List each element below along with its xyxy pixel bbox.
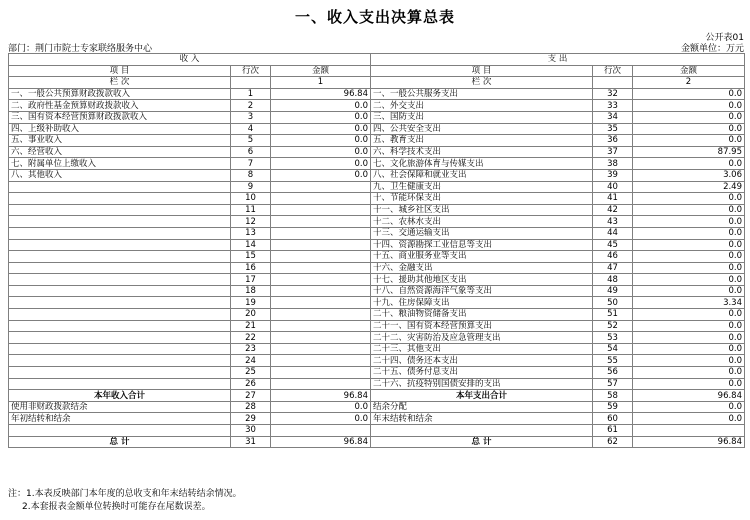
expense-line-cell: 34 <box>593 111 633 123</box>
expense-amount-cell: 3.06 <box>633 169 745 181</box>
expense-line-cell: 46 <box>593 251 633 263</box>
table-row <box>9 193 745 205</box>
expense-item-cell: 二十四、债务还本支出 <box>371 355 593 367</box>
income-line-cell: 31 <box>231 436 271 448</box>
income-line-cell: 29 <box>231 413 271 425</box>
expense-line-cell: 39 <box>593 169 633 181</box>
income-amount-cell <box>271 274 371 286</box>
expense-line-cell: 53 <box>593 332 633 344</box>
expense-line-cell: 54 <box>593 343 633 355</box>
income-item-cell <box>9 309 231 321</box>
expense-amount-cell: 0.0 <box>633 158 745 170</box>
table-row <box>9 274 745 286</box>
expense-item-cell: 十一、城乡社区支出 <box>371 204 593 216</box>
table-row <box>9 285 745 297</box>
income-line-cell: 30 <box>231 425 271 437</box>
income-column-number: 1 <box>271 77 371 89</box>
income-line-cell: 7 <box>231 158 271 170</box>
table-row <box>9 262 745 274</box>
income-item-cell <box>9 297 231 309</box>
income-amount-cell <box>271 332 371 344</box>
expense-amount-cell: 87.95 <box>633 146 745 158</box>
income-line-cell: 1 <box>231 88 271 100</box>
table-row <box>9 401 745 413</box>
income-line-cell: 22 <box>231 332 271 344</box>
income-amount-cell: 0.0 <box>271 169 371 181</box>
income-amount-cell <box>271 343 371 355</box>
expense-item-cell: 三、国防支出 <box>371 111 593 123</box>
income-amount-cell <box>271 309 371 321</box>
income-amount-cell: 0.0 <box>271 123 371 135</box>
income-item-cell <box>9 332 231 344</box>
expense-amount-cell: 0.0 <box>633 355 745 367</box>
income-amount-cell <box>271 425 371 437</box>
income-line-cell: 15 <box>231 251 271 263</box>
income-line-cell: 16 <box>231 262 271 274</box>
income-item-cell: 总 计 <box>9 436 231 448</box>
expense-amount-cell: 0.0 <box>633 251 745 263</box>
expense-line-cell: 36 <box>593 135 633 147</box>
expense-line-cell: 60 <box>593 413 633 425</box>
expense-item-cell: 五、教育支出 <box>371 135 593 147</box>
expense-item-cell: 一、一般公共服务支出 <box>371 88 593 100</box>
expense-line-cell: 45 <box>593 239 633 251</box>
income-item-cell <box>9 285 231 297</box>
expense-item-cell: 总 计 <box>371 436 593 448</box>
expense-amount-cell: 0.0 <box>633 309 745 321</box>
table-row <box>9 239 745 251</box>
expense-line-cell: 55 <box>593 355 633 367</box>
table-body <box>9 88 745 447</box>
income-amount-cell <box>271 285 371 297</box>
income-item-cell: 使用非财政拨款结余 <box>9 401 231 413</box>
expense-line-cell: 48 <box>593 274 633 286</box>
income-amount-cell <box>271 204 371 216</box>
expense-line-cell: 51 <box>593 309 633 321</box>
expense-amount-cell: 0.0 <box>633 401 745 413</box>
expense-line-cell: 49 <box>593 285 633 297</box>
income-line-cell: 3 <box>231 111 271 123</box>
expense-amount-cell: 0.0 <box>633 285 745 297</box>
income-amount-cell: 96.84 <box>271 390 371 402</box>
expense-item-cell: 二十三、其他支出 <box>371 343 593 355</box>
income-item-cell <box>9 343 231 355</box>
income-expense-table <box>8 53 745 448</box>
expense-item-cell: 八、社会保障和就业支出 <box>371 169 593 181</box>
income-header: 收 入 <box>9 54 371 66</box>
expense-item-cell: 本年支出合计 <box>371 390 593 402</box>
income-item-cell: 八、其他收入 <box>9 169 231 181</box>
expense-amount-cell: 96.84 <box>633 436 745 448</box>
income-item-cell: 七、附属单位上缴收入 <box>9 158 231 170</box>
income-item-cell <box>9 251 231 263</box>
expense-item-cell <box>371 425 593 437</box>
expense-line-cell: 40 <box>593 181 633 193</box>
expense-header: 支 出 <box>371 54 745 66</box>
expense-item-cell: 年末结转和结余 <box>371 413 593 425</box>
expense-amount-cell: 0.0 <box>633 378 745 390</box>
expense-line-cell: 59 <box>593 401 633 413</box>
table-row <box>9 332 745 344</box>
income-amount-cell: 0.0 <box>271 100 371 112</box>
income-line-cell: 4 <box>231 123 271 135</box>
expense-line-cell: 62 <box>593 436 633 448</box>
table-row <box>9 251 745 263</box>
income-item-cell <box>9 367 231 379</box>
income-line-cell: 25 <box>231 367 271 379</box>
income-amount-cell: 0.0 <box>271 158 371 170</box>
income-line-cell: 18 <box>231 285 271 297</box>
income-item-cell <box>9 262 231 274</box>
expense-item-cell: 六、科学技术支出 <box>371 146 593 158</box>
expense-item-cell: 结余分配 <box>371 401 593 413</box>
expense-amount-cell: 96.84 <box>633 390 745 402</box>
income-line-cell: 24 <box>231 355 271 367</box>
income-item-cell: 年初结转和结余 <box>9 413 231 425</box>
income-line-cell: 2 <box>231 100 271 112</box>
footnotes <box>8 488 242 514</box>
table-row <box>9 181 745 193</box>
expense-item-cell: 二十五、债务付息支出 <box>371 367 593 379</box>
expense-amount-cell: 3.34 <box>633 297 745 309</box>
income-line-cell: 26 <box>231 378 271 390</box>
income-item-cell: 六、经营收入 <box>9 146 231 158</box>
expense-item-cell: 四、公共安全支出 <box>371 123 593 135</box>
expense-item-cell: 二十、粮油物资储备支出 <box>371 309 593 321</box>
expense-amount-cell: 0.0 <box>633 343 745 355</box>
table-row <box>9 158 745 170</box>
expense-amount-cell: 0.0 <box>633 227 745 239</box>
income-amount-cell: 96.84 <box>271 88 371 100</box>
expense-amount-cell: 0.0 <box>633 123 745 135</box>
table-row <box>9 135 745 147</box>
expense-item-header: 项 目 <box>371 65 593 77</box>
income-line-cell: 14 <box>231 239 271 251</box>
income-amount-cell: 0.0 <box>271 401 371 413</box>
income-item-cell <box>9 239 231 251</box>
expense-amount-cell: 0.0 <box>633 332 745 344</box>
expense-amount-cell: 0.0 <box>633 413 745 425</box>
expense-line-cell: 44 <box>593 227 633 239</box>
income-line-header: 行次 <box>231 65 271 77</box>
expense-item-cell: 十六、金融支出 <box>371 262 593 274</box>
income-amount-cell <box>271 367 371 379</box>
expense-amount-cell: 0.0 <box>633 100 745 112</box>
income-item-header: 项 目 <box>9 65 231 77</box>
expense-line-cell: 52 <box>593 320 633 332</box>
table-row <box>9 216 745 228</box>
expense-item-cell: 十五、商业服务业等支出 <box>371 251 593 263</box>
expense-item-cell: 二十二、灾害防治及应急管理支出 <box>371 332 593 344</box>
income-item-cell <box>9 274 231 286</box>
income-line-cell: 6 <box>231 146 271 158</box>
income-item-cell: 二、政府性基金预算财政拨款收入 <box>9 100 231 112</box>
expense-amount-cell: 0.0 <box>633 320 745 332</box>
header-column-index-row <box>9 77 745 89</box>
expense-amount-cell: 0.0 <box>633 111 745 123</box>
footnote-1: 注：1.本表反映部门本年度的总收支和年末结转结余情况。 <box>8 489 242 499</box>
income-amount-cell <box>271 297 371 309</box>
table-row <box>9 436 745 448</box>
table-row <box>9 100 745 112</box>
expense-amount-cell: 2.49 <box>633 181 745 193</box>
table-row <box>9 343 745 355</box>
expense-line-cell: 42 <box>593 204 633 216</box>
footnote-2: 2.本套报表金额单位转换时可能存在尾数误差。 <box>22 502 211 512</box>
income-item-cell <box>9 355 231 367</box>
income-amount-cell <box>271 227 371 239</box>
expense-item-cell: 二十一、国有资本经营预算支出 <box>371 320 593 332</box>
income-amount-cell: 0.0 <box>271 413 371 425</box>
expense-amount-cell: 0.0 <box>633 204 745 216</box>
income-amount-cell <box>271 193 371 205</box>
income-item-cell: 本年收入合计 <box>9 390 231 402</box>
income-line-cell: 10 <box>231 193 271 205</box>
expense-item-cell: 七、文化旅游体育与传媒支出 <box>371 158 593 170</box>
expense-item-cell: 十、节能环保支出 <box>371 193 593 205</box>
amount-unit-label: 金额单位：万元 <box>680 44 744 54</box>
expense-amount-cell: 0.0 <box>633 239 745 251</box>
income-amount-cell: 0.0 <box>271 111 371 123</box>
income-amount-cell: 0.0 <box>271 146 371 158</box>
income-line-cell: 23 <box>231 343 271 355</box>
expense-line-cell: 50 <box>593 297 633 309</box>
expense-column-line-blank <box>593 77 633 89</box>
income-line-cell: 5 <box>231 135 271 147</box>
expense-line-cell: 58 <box>593 390 633 402</box>
income-line-cell: 20 <box>231 309 271 321</box>
expense-line-cell: 43 <box>593 216 633 228</box>
income-line-cell: 28 <box>231 401 271 413</box>
expense-amount-cell: 0.0 <box>633 274 745 286</box>
table-row <box>9 320 745 332</box>
income-item-cell <box>9 227 231 239</box>
table-row <box>9 169 745 181</box>
expense-item-cell: 十四、资源勘探工业信息等支出 <box>371 239 593 251</box>
income-item-cell <box>9 193 231 205</box>
income-item-cell: 四、上级补助收入 <box>9 123 231 135</box>
income-amount-cell <box>271 355 371 367</box>
table-row <box>9 378 745 390</box>
expense-column-number: 2 <box>633 77 745 89</box>
expense-line-header: 行次 <box>593 65 633 77</box>
table-row <box>9 425 745 437</box>
expense-amount-header: 金额 <box>633 65 745 77</box>
expense-item-cell: 二、外交支出 <box>371 100 593 112</box>
income-column-label: 栏 次 <box>9 77 231 89</box>
table-row <box>9 227 745 239</box>
income-line-cell: 21 <box>231 320 271 332</box>
table-row <box>9 297 745 309</box>
expense-item-cell: 十七、援助其他地区支出 <box>371 274 593 286</box>
expense-line-cell: 37 <box>593 146 633 158</box>
expense-item-cell: 十九、住房保障支出 <box>371 297 593 309</box>
expense-amount-cell: 0.0 <box>633 262 745 274</box>
income-line-cell: 13 <box>231 227 271 239</box>
expense-amount-cell: 0.0 <box>633 367 745 379</box>
expense-column-label: 栏 次 <box>371 77 593 89</box>
income-amount-header: 金额 <box>271 65 371 77</box>
expense-item-cell: 十二、农林水支出 <box>371 216 593 228</box>
expense-amount-cell: 0.0 <box>633 216 745 228</box>
income-item-cell <box>9 204 231 216</box>
expense-line-cell: 38 <box>593 158 633 170</box>
expense-line-cell: 41 <box>593 193 633 205</box>
expense-item-cell: 二十六、抗疫特别国债安排的支出 <box>371 378 593 390</box>
table-row <box>9 146 745 158</box>
table-row <box>9 309 745 321</box>
table-row <box>9 111 745 123</box>
income-item-cell <box>9 320 231 332</box>
income-amount-cell <box>271 181 371 193</box>
income-item-cell <box>9 378 231 390</box>
page-title: 一、收入支出决算总表 <box>294 8 455 26</box>
income-amount-cell <box>271 216 371 228</box>
expense-amount-cell <box>633 425 745 437</box>
expense-amount-cell: 0.0 <box>633 193 745 205</box>
income-line-cell: 11 <box>231 204 271 216</box>
expense-line-cell: 33 <box>593 100 633 112</box>
expense-line-cell: 47 <box>593 262 633 274</box>
form-code: 公开表01 <box>705 33 744 43</box>
income-line-cell: 27 <box>231 390 271 402</box>
expense-line-cell: 56 <box>593 367 633 379</box>
header-section-row <box>9 54 745 66</box>
income-amount-cell: 0.0 <box>271 135 371 147</box>
expense-line-cell: 57 <box>593 378 633 390</box>
income-line-cell: 9 <box>231 181 271 193</box>
income-item-cell: 五、事业收入 <box>9 135 231 147</box>
expense-line-cell: 32 <box>593 88 633 100</box>
table-row <box>9 390 745 402</box>
table-row <box>9 413 745 425</box>
income-line-cell: 8 <box>231 169 271 181</box>
table-row <box>9 123 745 135</box>
income-amount-cell: 96.84 <box>271 436 371 448</box>
income-line-cell: 19 <box>231 297 271 309</box>
table-row <box>9 355 745 367</box>
income-amount-cell <box>271 262 371 274</box>
expense-item-cell: 十三、交通运输支出 <box>371 227 593 239</box>
income-column-line-blank <box>231 77 271 89</box>
income-amount-cell <box>271 378 371 390</box>
income-line-cell: 17 <box>231 274 271 286</box>
income-amount-cell <box>271 239 371 251</box>
income-item-cell: 一、一般公共预算财政拨款收入 <box>9 88 231 100</box>
expense-item-cell: 十八、自然资源海洋气象等支出 <box>371 285 593 297</box>
expense-item-cell: 九、卫生健康支出 <box>371 181 593 193</box>
table-row <box>9 204 745 216</box>
income-item-cell <box>9 181 231 193</box>
income-amount-cell <box>271 320 371 332</box>
expense-line-cell: 61 <box>593 425 633 437</box>
income-line-cell: 12 <box>231 216 271 228</box>
expense-amount-cell: 0.0 <box>633 88 745 100</box>
income-item-cell <box>9 216 231 228</box>
table-row <box>9 88 745 100</box>
income-item-cell: 三、国有资本经营预算财政拨款收入 <box>9 111 231 123</box>
department-label: 部门：荆门市院士专家联络服务中心 <box>8 44 153 54</box>
table-row <box>9 367 745 379</box>
expense-amount-cell: 0.0 <box>633 135 745 147</box>
expense-line-cell: 35 <box>593 123 633 135</box>
income-item-cell <box>9 425 231 437</box>
income-amount-cell <box>271 251 371 263</box>
header-columns-row <box>9 65 745 77</box>
